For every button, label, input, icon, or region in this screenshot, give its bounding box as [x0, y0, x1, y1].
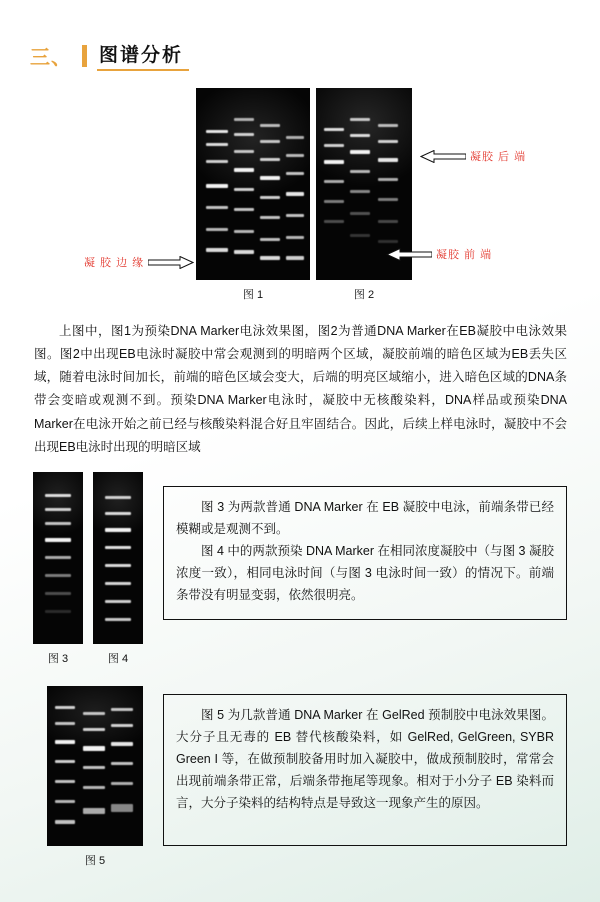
figure-4-caption: 图 4: [107, 653, 129, 665]
text-box-figure-5: [163, 694, 567, 846]
box-bottom-paragraph-1: 图 5 为几款普通 DNA Marker 在 GelRed 预制胶中电泳效果图。大分子且无毒的 EB 替代核酸染料，如 GelRed, GelGreen, SYBR Green I 等，在做预制胶备用时加入凝胶中，做成预制胶时，常常会出现前端条带正常，后端条带拖尾等现象。相对于小分子 EB 染料而言，大分子染料的结构特点是导致这一现象产生的原因。: [176, 708, 554, 810]
arrow-left-icon: [386, 248, 432, 261]
annotation-gel-edge-label: 凝 胶 边 缘: [84, 257, 145, 269]
arrow-left-icon: [420, 150, 466, 163]
arrow-right-icon: [148, 256, 194, 269]
figure-3-caption: 图 3: [47, 653, 69, 665]
gel-image-figure-4: [93, 472, 143, 644]
gel-image-figure-1: [196, 88, 310, 280]
box-mid-paragraph-2: 图 4 中的两款预染 DNA Marker 在相同浓度凝胶中（与图 3 凝胶浓度一致），相同电泳时间（与图 3 电泳时间一致）的情况下。前端条带没有明显变弱，依然很明亮。: [176, 543, 554, 602]
annotation-gel-front-label: 凝胶 前 端: [436, 249, 493, 261]
main-paragraph: 上图中，图1为预染DNA Marker电泳效果图，图2为普通DNA Marker在EB凝胶中电泳效果图。图2中出现EB电泳时凝胶中常会观测到的明暗两个区域，凝胶前端的暗色区域为EB丢失区域，随着电泳时间加长，前端的暗色区域会变大，后端的明亮区域缩小，进入暗色区域的DNA条带会变暗或观测不到。预染DNA Marker电泳时，凝胶中无核酸染料，DNA样品或预染DNA Marker在电泳开始之前已经与核酸染料混合好且牢固结合。因此，后续上样电泳时，凝胶中不会出现EB电泳时出现的明暗区域: [34, 324, 567, 454]
annotation-gel-back: [420, 148, 526, 164]
section-header: [30, 40, 189, 71]
header-accent-bar: [82, 45, 87, 67]
figure-5-caption: 图 5: [84, 855, 106, 867]
annotation-gel-edge: [84, 254, 194, 270]
annotation-gel-back-label: 凝胶 后 端: [470, 151, 527, 163]
page-title: 图谱分析: [97, 40, 189, 71]
figure-2-caption: 图 2: [353, 289, 375, 301]
section-number: 三、: [30, 47, 72, 69]
gel-image-figure-5: [47, 686, 143, 846]
figure-1-caption: 图 1: [242, 289, 264, 301]
text-box-figures-3-4: [163, 486, 567, 620]
gel-image-figure-3: [33, 472, 83, 644]
annotation-gel-front: [386, 246, 492, 262]
box-mid-paragraph-1: 图 3 为两款普通 DNA Marker 在 EB 凝胶中电泳，前端条带已经模糊或是观测不到。: [176, 500, 554, 536]
